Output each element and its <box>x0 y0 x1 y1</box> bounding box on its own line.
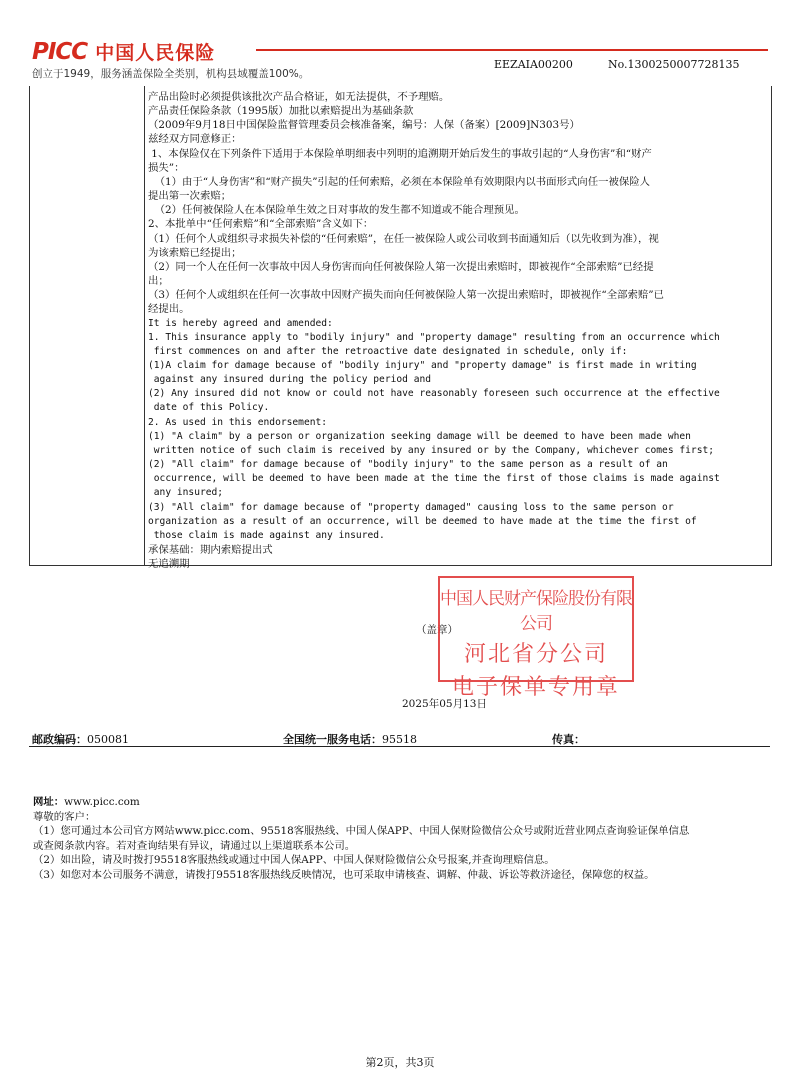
clause-line: 为该索赔已经提出； <box>148 246 242 259</box>
clause-line: （1）由于“人身伤害”和“财产损失”引起的任何索赔，必须在本保险单有效期限内以书面形式向任一被保险人 <box>148 175 651 188</box>
clause-line: 无追溯期 <box>148 558 190 571</box>
note-line: 或查阅条款内容。若对查询结果有异议，请通过以上渠道联系本公司。 <box>33 839 356 852</box>
page-number: 第2页，共3页 <box>365 1056 435 1069</box>
clause-line: （2）任何被保险人在本保险单生效之日对事故的发生都不知道或不能合理预见。 <box>148 204 525 217</box>
clause-line: any insured; <box>148 487 224 499</box>
clause-line: It is hereby agreed and amended: <box>148 317 333 329</box>
clause-line: 产品责任保险条款（1995版）加批以索赔提出为基础条款 <box>148 105 414 118</box>
fax <box>552 731 585 747</box>
note-line: （2）如出险，请及时拨打95518客服热线或通过中国人保APP、中国人保财险微信公众号报案,并查询理赔信息。 <box>33 854 555 866</box>
note-line: （1）您可通过本公司官方网站www.picc.com、95518客服热线、中国人保APP、中国人保财险微信公众号或附近营业网点查询验证保单信息 <box>33 825 690 837</box>
document-code: EEZAIA00200 <box>494 58 573 71</box>
postal-code <box>32 731 129 747</box>
clause-line: 损失”： <box>148 161 185 174</box>
clause-line: 1. This insurance apply to "bodily injury" and "property damage" resulting from an occurrence which <box>148 331 720 343</box>
header-divider <box>256 49 768 51</box>
clause-line: （2）同一个人在任何一次事故中因人身伤害而向任何被保险人第一次提出索赔时，即被视作“全部索赔”已经提 <box>148 260 654 273</box>
clause-line: occurrence, will be deemed to have been made at the time the first of those claims is made against <box>148 473 720 485</box>
clause-line: 兹经双方同意修正： <box>148 133 242 146</box>
website-line <box>33 795 773 810</box>
fax-label: 传真： <box>552 733 585 746</box>
service-phone-value: 95518 <box>382 733 417 746</box>
service-phone-label: 全国统一服务电话： <box>283 733 382 746</box>
clause-line: 产品出险时必须提供该批次产品合格证，如无法提供，不予理赔。 <box>148 91 450 103</box>
clause-line: 2、本批单中“任何索赔”和“全部索赔”含义如下： <box>148 218 374 231</box>
brand-name: 中国人民保险 <box>95 42 216 64</box>
clause-line: （3）任何个人或组织在任何一次事故中因财产损失而向任何被保险人第一次提出索赔时，即被视作“全部索赔”已 <box>148 289 664 302</box>
greeting: 尊敬的客户： <box>33 810 96 823</box>
clause-line: 承保基础：期内索赔提出式 <box>148 544 273 556</box>
clause-line: 1、本保险仅在下列条件下适用于本保险单明细表中列明的追溯期开始后发生的事故引起的“人身伤害”和“财产 <box>148 147 652 160</box>
website-label: 网址： <box>33 796 65 808</box>
picc-logo-mark: PICC <box>32 38 88 65</box>
clause-line: 2. As used in this endorsement: <box>148 416 328 428</box>
clause-line: (2) "All claim" for damage because of "bodily injury" to the same person as a result of an <box>148 459 668 471</box>
clause-line: (3) "All claim" for damage because of "property damaged" causing loss to the same person or <box>148 501 674 513</box>
stamp-branch-name: 河北省分公司 <box>463 642 608 667</box>
clause-line: 提出第一次索赔； <box>148 190 232 203</box>
contact-divider <box>29 746 770 747</box>
note-line: （3）如您对本公司服务不满意，请拨打95518客服热线反映情况，也可采取申请核查、调解、仲裁、诉讼等救济途径，保障您的权益。 <box>33 868 655 881</box>
policy-number: No.1300250007728135 <box>608 58 740 71</box>
clause-line: (1)A claim for damage because of "bodily injury" and "property damage" is first made in writing <box>148 359 697 371</box>
stamp-date: 2025年05月13日 <box>402 698 487 710</box>
customer-notes <box>33 795 773 882</box>
clause-line: first commences on and after the retroactive date designated in schedule, only if: <box>148 345 628 357</box>
seal-label: （盖章） <box>416 624 458 636</box>
clause-line: organization as a result of an occurrence, will be deemed to have made at the time the first of <box>148 515 697 527</box>
company-seal-stamp <box>438 576 634 700</box>
clause-table-column-divider <box>144 86 145 565</box>
clause-line: （2009年9月18日中国保险监督管理委员会核准备案，编号：人保（备案）[2009]N303号） <box>148 119 580 132</box>
service-phone <box>283 731 417 747</box>
clause-line: those claim is made against any insured. <box>148 529 385 541</box>
clause-line: against any insured during the policy period and <box>148 374 432 386</box>
stamp-company-name: 中国人民财产保险股份有限公司 <box>440 589 632 634</box>
postal-code-value: 050081 <box>87 733 129 746</box>
clause-line: date of this Policy. <box>148 402 270 414</box>
clause-line: （1）任何个人或组织寻求损失补偿的“任何索赔”，在任一被保险人或公司收到书面通知后（以先收到为准），视 <box>148 232 659 245</box>
clause-text <box>148 90 766 571</box>
slogan: 创立于1949，服务涵盖保险全类别，机构县域覆盖100%。 <box>32 68 310 80</box>
clause-line: (2) Any insured did not know or could not have reasonably foreseen such occurrence at the effective <box>148 388 720 400</box>
clause-line: (1) "A claim" by a person or organization seeking damage will be deemed to have been made when <box>148 430 691 442</box>
clause-line: 经提出。 <box>148 303 190 316</box>
clause-line: written notice of such claim is received by any insured or by the Company, whichever comes first; <box>148 444 715 456</box>
website-link[interactable]: www.picc.com <box>64 796 140 808</box>
picc-logo <box>32 38 215 65</box>
clause-line: 出； <box>148 275 169 288</box>
postal-code-label: 邮政编码： <box>32 733 87 746</box>
stamp-purpose: 电子保单专用章 <box>451 675 620 700</box>
